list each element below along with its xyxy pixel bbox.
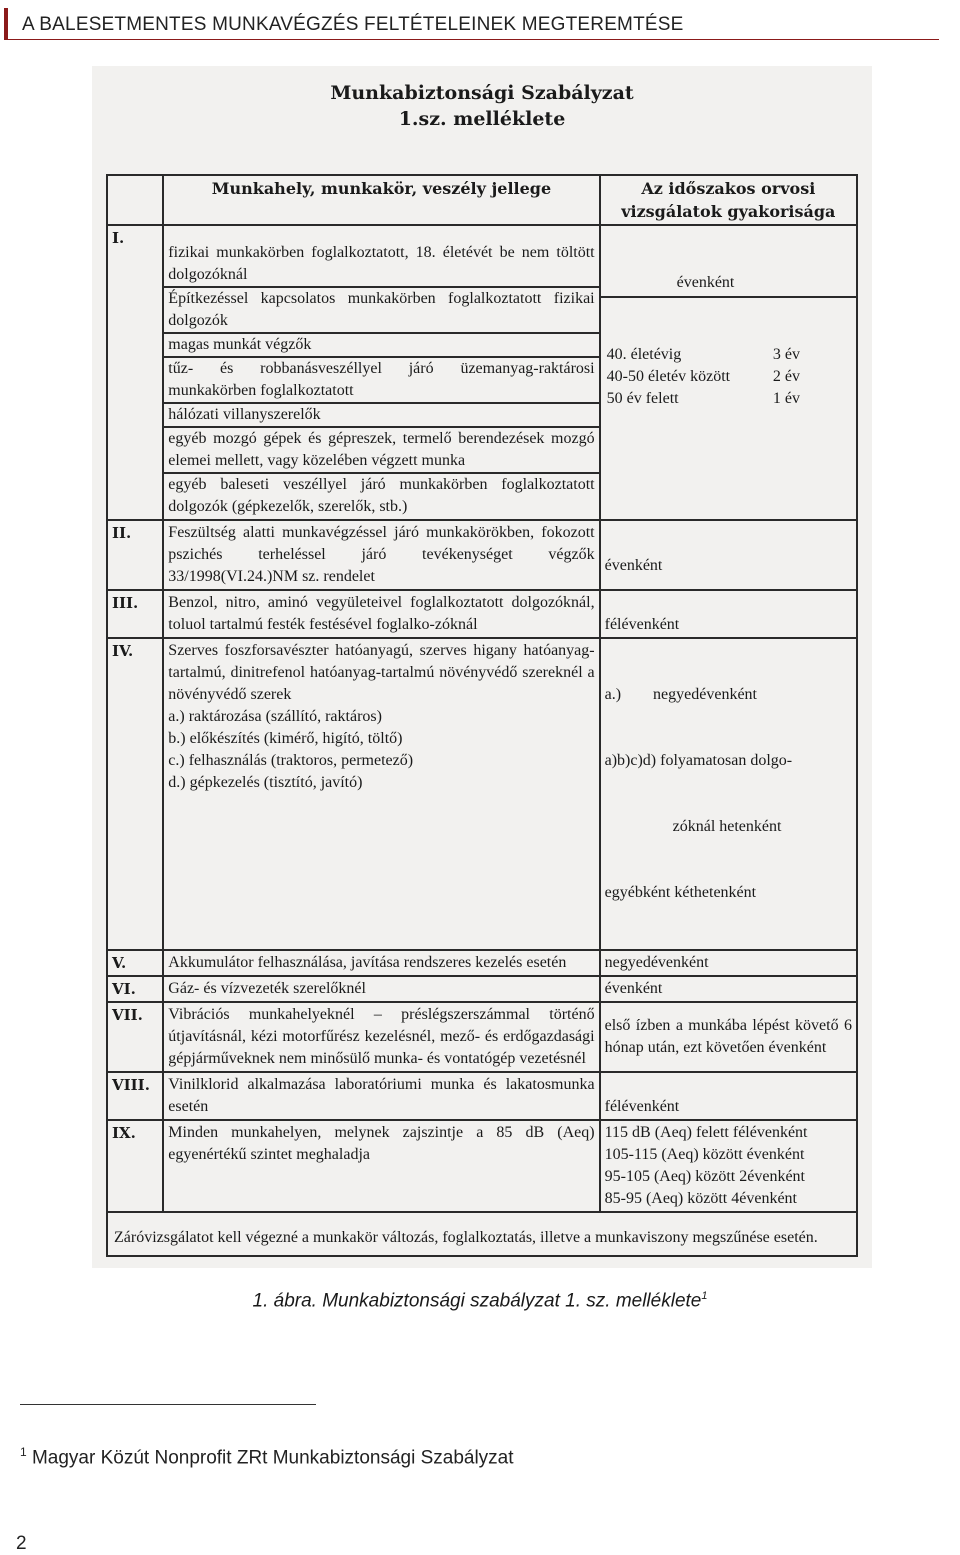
row-item: hálózati villanyszerelők [164, 402, 598, 426]
row-number: VI. [107, 976, 163, 1002]
row-description: Akkumulátor felhasználása, javítása rendszeres kezelés esetén [163, 950, 599, 976]
row-description [163, 638, 599, 950]
scanned-document-image [92, 66, 872, 1268]
page-header [4, 8, 939, 40]
scan-subtitle: 1.sz. melléklete [398, 108, 566, 130]
row-frequency [600, 638, 857, 950]
regulation-table [106, 174, 858, 1257]
row-number: VIII. [107, 1072, 163, 1120]
age-label: 50 év felett [606, 390, 679, 407]
row-description: Benzol, nitro, aminó vegyületeivel foglalkoztatott dolgozóknál, toluol tartalmú festék festésével foglalko-zóknál [163, 590, 599, 638]
row-frequency: félévenként [600, 1072, 857, 1120]
row-item: fizikai munkakörben foglalkoztatott, 18. életévét be nem töltött dolgozóknál [168, 244, 595, 283]
row-item: magas munkát végzők [164, 332, 598, 356]
freq-line: a.) negyedévenként [604, 686, 757, 703]
row-item: Építkezéssel kapcsolatos munkakörben foglalkoztatott fizikai dolgozók [164, 286, 598, 332]
footnote [20, 1445, 514, 1469]
row-item: egyéb baleseti veszéllyel járó munkakörben foglalkoztatott dolgozók (gépkezelők, szerelők, stb.) [164, 472, 598, 518]
table-row [107, 1002, 857, 1072]
row-item: tűz- és robbanásveszéllyel járó üzemanyag-raktárosi munkakörben foglalkoztatott [164, 356, 598, 402]
caption-text: 1. ábra. Munkabiztonsági szabályzat 1. sz. melléklete [252, 1290, 702, 1312]
age-label: 40. életévig [606, 346, 682, 363]
freq-line: egyébként kéthetenként [604, 884, 757, 901]
table-row [107, 590, 857, 638]
header-num-cell [107, 175, 163, 225]
age-row [607, 388, 850, 410]
row-number: I. [107, 225, 163, 520]
caption-footnote-ref[interactable]: 1 [701, 1290, 708, 1302]
row-item: egyéb mozgó gépek és gépreszek, termelő berendezések mozgó elemei mellett, vagy közelében végzett munka [164, 426, 598, 472]
table-row [107, 950, 857, 976]
freq-line: 105-115 (Aeq) között évenként [604, 1146, 805, 1163]
row-frequency: évenként [600, 520, 857, 590]
table-row [107, 638, 857, 950]
row-text: Szerves foszforsavészter hatóanyagú, szerves higany hatóanyag-tartalmú, dinitrefenol hatóanyag-tartalmú növényvédő szereknél a növényvédő szerek [168, 642, 595, 703]
row-line: a.) raktározása (szállító, raktáros) [168, 708, 382, 725]
freq-block [601, 226, 856, 298]
freq-text: évenként [676, 274, 735, 291]
row-number: II. [107, 520, 163, 590]
row-number: VII. [107, 1002, 163, 1072]
table-row [107, 1120, 857, 1212]
footnote-text: Magyar Közút Nonprofit ZRt Munkabiztonsági Szabályzat [31, 1447, 514, 1469]
table-row [107, 976, 857, 1002]
row-frequency [600, 1120, 857, 1212]
age-row [607, 366, 850, 388]
age-value: 2 év [772, 368, 800, 385]
row-number: V. [107, 950, 163, 976]
header-workplace: Munkahely, munkakör, veszély jellege [163, 175, 599, 225]
row-description: Gáz- és vízvezeték szerelőknél [163, 976, 599, 1002]
row-frequency: negyedévenként [600, 950, 857, 976]
table-header-row [107, 175, 857, 225]
row-description [163, 225, 599, 520]
row-line: b.) előkészítés (kimérő, higító, töltő) [168, 730, 403, 747]
row-number: III. [107, 590, 163, 638]
table-row [107, 1072, 857, 1120]
footnote-divider [20, 1404, 316, 1405]
figure-caption [0, 1290, 960, 1312]
freq-line: 95-105 (Aeq) között 2évenként [604, 1168, 805, 1185]
scan-title: Munkabiztonsági Szabályzat [330, 82, 634, 104]
row-frequency: első ízben a munkába lépést követő 6 hónap után, ezt követően évenként [600, 1002, 857, 1072]
freq-line: zóknál hetenként [672, 818, 782, 835]
row-description: Feszültség alatti munkavégzéssel járó munkakörökben, fokozott pszichés terheléssel járó tevékenységet végzők 33/1998(VI.24.)NM sz. rendelet [163, 520, 599, 590]
header-title: A BALESETMENTES MUNKAVÉGZÉS FELTÉTELEINEK MEGTEREMTÉSE [22, 14, 684, 35]
header-frequency: Az időszakos orvosi vizsgálatok gyakorisága [600, 175, 857, 225]
age-row [607, 344, 850, 366]
row-number: IV. [107, 638, 163, 950]
row-description: Minden munkahelyen, melynek zajszintje a 85 dB (Aeq) egyenértékű szintet meghaladja [163, 1120, 599, 1212]
row-frequency: évenként [600, 976, 857, 1002]
age-list [601, 298, 856, 410]
freq-line: a)b)c)d) folyamatosan dolgo- [604, 752, 793, 769]
row-frequency: félévenként [600, 590, 857, 638]
freq-line: 115 dB (Aeq) felett félévenként [604, 1124, 808, 1141]
row-description: Vinilklorid alkalmazása laboratóriumi munka és lakatosmunka esetén [163, 1072, 599, 1120]
age-value: 3 év [772, 346, 800, 363]
row-line: d.) gépkezelés (tisztító, javító) [168, 774, 363, 791]
table-row [107, 520, 857, 590]
row-description: Vibrációs munkahelyeknél – préslégszerszámmal történő útjavításnál, kézi motorfűrész kezelésnél, mező- és erdőgazdasági gépjárműveknek nem minősülő munka- és vontatógép vezetésnél [163, 1002, 599, 1072]
page-number: 2 [16, 1533, 27, 1554]
table-row [107, 225, 857, 520]
age-label: 40-50 életév között [606, 368, 731, 385]
table-footer-row [107, 1212, 857, 1256]
row-line: c.) felhasználás (traktoros, permetező) [168, 752, 414, 769]
row-number: IX. [107, 1120, 163, 1212]
freq-line: 85-95 (Aeq) között 4évenként [604, 1190, 797, 1207]
row-frequency [600, 225, 857, 520]
bottom-note: Záróvizsgálatot kell végezné a munkakör változás, foglalkoztatás, illetve a munkaviszony megszűnése esetén. [107, 1212, 857, 1256]
footnote-mark: 1 [20, 1445, 27, 1459]
age-value: 1 év [772, 390, 800, 407]
